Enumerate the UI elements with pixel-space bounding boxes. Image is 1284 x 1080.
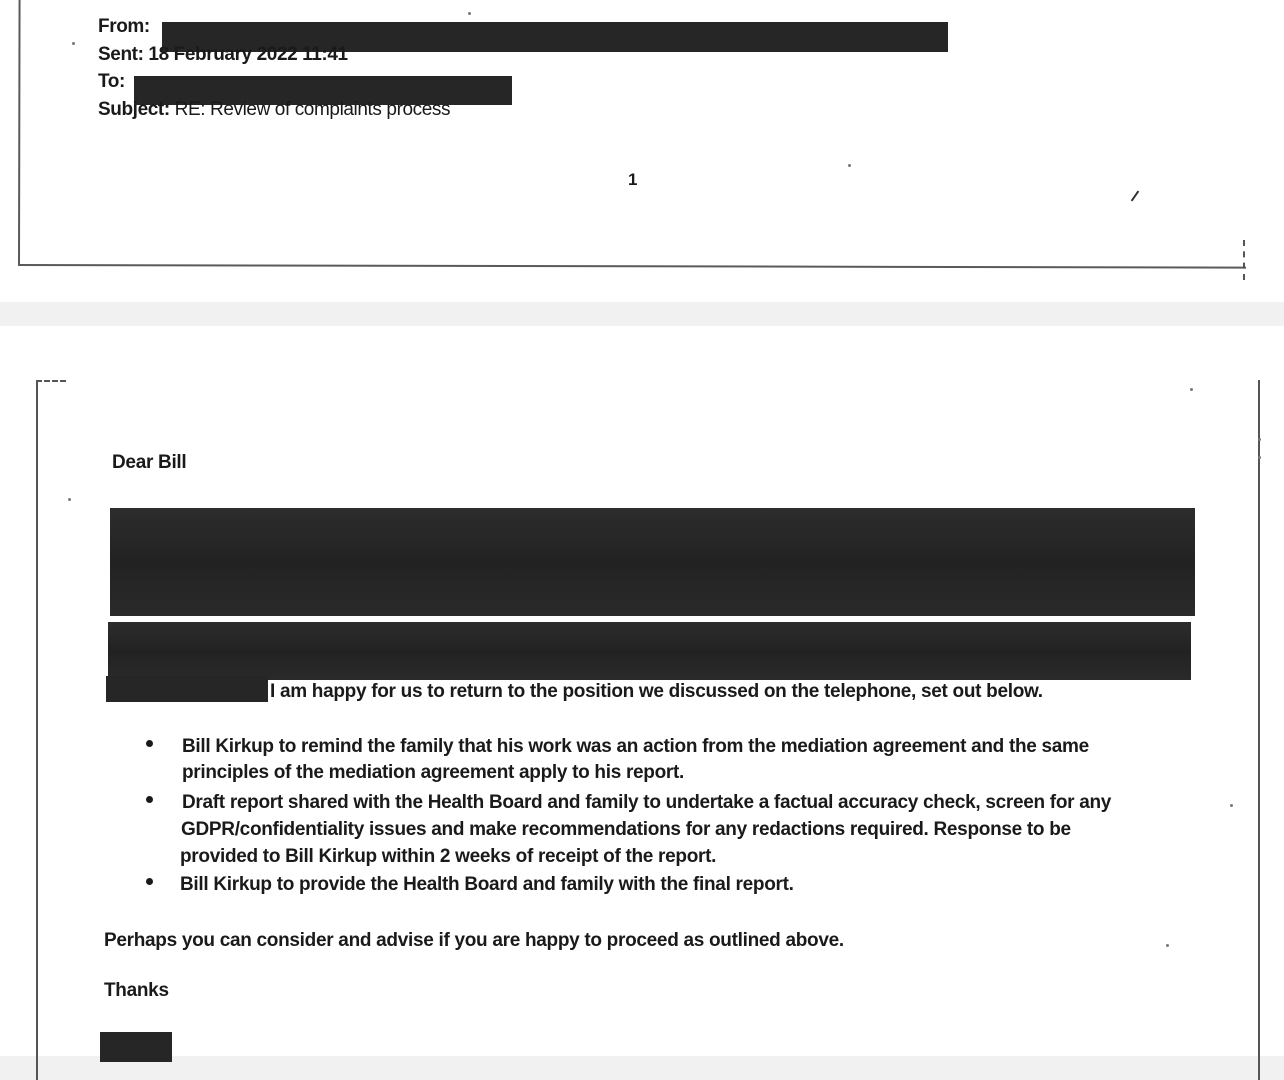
sent-label: Sent: — [98, 44, 144, 65]
page-number: 1 — [628, 170, 638, 189]
scan-speck — [1166, 944, 1169, 947]
subject-value: RE: Review of complaints process — [174, 99, 451, 120]
bullet-1-line-2: principles of the mediation agreement apply to his report. — [182, 762, 685, 783]
from-row — [98, 16, 150, 38]
bullet-2-line-3: provided to Bill Kirkup within 2 weeks of receipt of the report. — [180, 846, 717, 867]
from-label: From: — [98, 16, 150, 37]
salutation: Dear Bill — [112, 452, 187, 473]
scanned-page-bottom — [0, 326, 1284, 1056]
scanned-page-top — [0, 0, 1284, 302]
sent-row — [98, 44, 348, 66]
to-label: To: — [98, 71, 125, 92]
bullet-marker — [146, 878, 153, 885]
scan-speck — [848, 164, 851, 167]
scan-speck — [72, 42, 75, 45]
scan-speck — [1258, 456, 1261, 459]
bullet-3-line-1: Bill Kirkup to provide the Health Board and family with the final report. — [180, 874, 794, 895]
sent-value: 18 February 2022 11:41 — [148, 44, 348, 65]
scan-speck — [1230, 804, 1233, 807]
page-border — [36, 380, 1260, 1080]
bullet-marker — [146, 796, 153, 803]
scan-speck — [468, 12, 471, 15]
intro-text: I am happy for us to return to the position we discussed on the telephone, set out below. — [270, 681, 1043, 702]
redacted-paragraph — [108, 622, 1191, 680]
closing-request: Perhaps you can consider and advise if you are happy to proceed as outlined above. — [104, 930, 844, 951]
bullet-2-line-2: GDPR/confidentiality issues and make recommendations for any redactions required. Response to be — [181, 819, 1071, 840]
bullet-marker — [146, 740, 153, 747]
page-border-dashed — [1243, 240, 1245, 280]
scan-speck — [1258, 438, 1261, 441]
scan-speck — [1190, 388, 1193, 391]
redacted-signature — [100, 1032, 172, 1062]
bullet-1-line-1: Bill Kirkup to remind the family that his work was an action from the mediation agreement and the same — [182, 736, 1089, 757]
page-corner-mark — [36, 380, 66, 382]
redacted-paragraph — [110, 508, 1195, 616]
to-row — [98, 71, 125, 93]
subject-row — [98, 99, 450, 121]
bullet-2-line-1: Draft report shared with the Health Board and family to undertake a factual accuracy check, screen for any — [182, 792, 1112, 813]
redacted-text — [106, 676, 268, 702]
sign-off: Thanks — [104, 980, 169, 1001]
scan-speck — [68, 498, 71, 501]
subject-label: Subject: — [98, 99, 170, 120]
